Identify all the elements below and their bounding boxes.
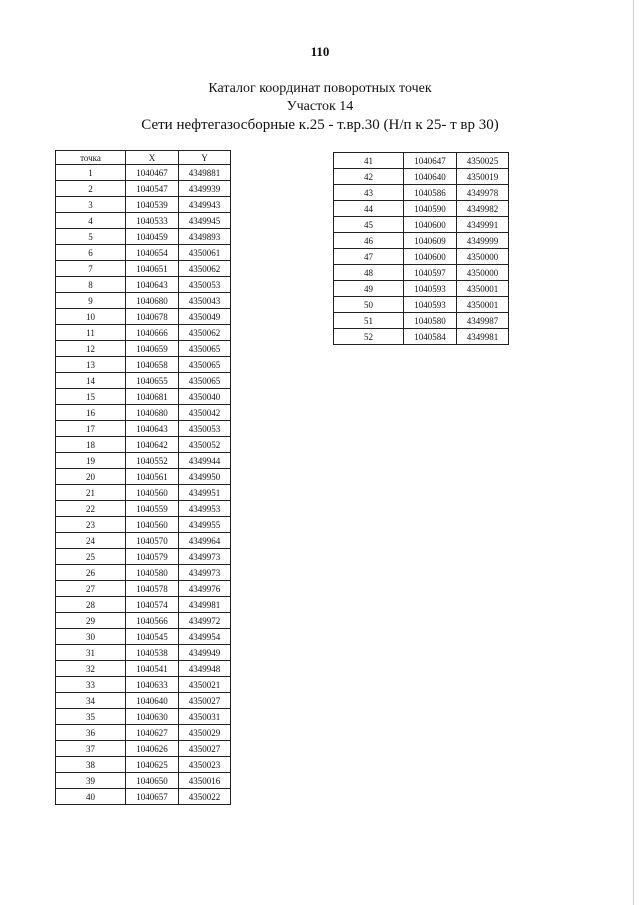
cell-x: 1040600 (404, 217, 457, 233)
catalog-title (60, 80, 580, 134)
table-row (56, 261, 231, 277)
table-row (334, 233, 509, 249)
cell-y: 4350019 (457, 169, 509, 185)
cell-y: 4349954 (179, 629, 231, 645)
cell-x: 1040552 (126, 453, 179, 469)
cell-y: 4350065 (179, 341, 231, 357)
cell-y: 4349991 (457, 217, 509, 233)
cell-point: 47 (334, 249, 404, 265)
cell-x: 1040566 (126, 613, 179, 629)
header-point: точка (56, 151, 126, 165)
cell-point: 31 (56, 645, 126, 661)
cell-x: 1040630 (126, 709, 179, 725)
table-row (56, 757, 231, 773)
table-row (56, 581, 231, 597)
cell-y: 4349981 (179, 597, 231, 613)
cell-x: 1040651 (126, 261, 179, 277)
cell-point: 12 (56, 341, 126, 357)
title-line-1: Каталог координат поворотных точек (208, 81, 432, 96)
cell-y: 4349939 (179, 181, 231, 197)
cell-y: 4350000 (457, 249, 509, 265)
cell-x: 1040650 (126, 773, 179, 789)
table-row (56, 517, 231, 533)
cell-point: 15 (56, 389, 126, 405)
table-row (334, 153, 509, 169)
cell-point: 7 (56, 261, 126, 277)
cell-x: 1040680 (126, 293, 179, 309)
table-row (56, 357, 231, 373)
cell-point: 26 (56, 565, 126, 581)
cell-y: 4349981 (457, 329, 509, 345)
table-body-right (334, 153, 509, 345)
table-row (56, 453, 231, 469)
table-row (334, 329, 509, 345)
cell-point: 41 (334, 153, 404, 169)
table-row (334, 281, 509, 297)
cell-point: 52 (334, 329, 404, 345)
cell-x: 1040580 (126, 565, 179, 581)
cell-y: 4350052 (179, 437, 231, 453)
cell-x: 1040625 (126, 757, 179, 773)
table-row (334, 217, 509, 233)
table-row (56, 293, 231, 309)
cell-point: 13 (56, 357, 126, 373)
cell-x: 1040574 (126, 597, 179, 613)
cell-point: 16 (56, 405, 126, 421)
cell-point: 34 (56, 693, 126, 709)
cell-y: 4349982 (457, 201, 509, 217)
cell-y: 4350001 (457, 281, 509, 297)
cell-x: 1040657 (126, 789, 179, 805)
cell-point: 44 (334, 201, 404, 217)
cell-x: 1040666 (126, 325, 179, 341)
cell-x: 1040626 (126, 741, 179, 757)
cell-point: 45 (334, 217, 404, 233)
cell-y: 4350043 (179, 293, 231, 309)
cell-y: 4349944 (179, 453, 231, 469)
cell-x: 1040580 (404, 313, 457, 329)
cell-y: 4349953 (179, 501, 231, 517)
cell-x: 1040640 (126, 693, 179, 709)
cell-x: 1040584 (404, 329, 457, 345)
table-row (56, 677, 231, 693)
cell-x: 1040586 (404, 185, 457, 201)
cell-point: 4 (56, 213, 126, 229)
table-row (56, 405, 231, 421)
table-row (56, 437, 231, 453)
cell-point: 37 (56, 741, 126, 757)
table-row (56, 533, 231, 549)
table-row (56, 197, 231, 213)
cell-y: 4350053 (179, 277, 231, 293)
cell-y: 4350049 (179, 309, 231, 325)
coordinates-table-left (55, 150, 231, 805)
cell-point: 11 (56, 325, 126, 341)
cell-point: 18 (56, 437, 126, 453)
table-row (56, 469, 231, 485)
table-row (334, 201, 509, 217)
cell-y: 4349987 (457, 313, 509, 329)
table-row (56, 661, 231, 677)
cell-point: 28 (56, 597, 126, 613)
table-row (56, 501, 231, 517)
cell-x: 1040547 (126, 181, 179, 197)
cell-point: 35 (56, 709, 126, 725)
cell-y: 4349955 (179, 517, 231, 533)
cell-y: 4349945 (179, 213, 231, 229)
cell-y: 4350027 (179, 693, 231, 709)
table-row (56, 549, 231, 565)
table-row (56, 245, 231, 261)
table-row (56, 693, 231, 709)
cell-x: 1040597 (404, 265, 457, 281)
table-row (56, 373, 231, 389)
cell-point: 20 (56, 469, 126, 485)
cell-x: 1040467 (126, 165, 179, 181)
cell-point: 36 (56, 725, 126, 741)
cell-point: 3 (56, 197, 126, 213)
cell-y: 4349948 (179, 661, 231, 677)
table-row (56, 229, 231, 245)
cell-point: 17 (56, 421, 126, 437)
cell-x: 1040559 (126, 501, 179, 517)
cell-x: 1040680 (126, 405, 179, 421)
cell-x: 1040633 (126, 677, 179, 693)
cell-x: 1040600 (404, 249, 457, 265)
cell-x: 1040658 (126, 357, 179, 373)
table-row (334, 313, 509, 329)
table-row (334, 185, 509, 201)
cell-point: 30 (56, 629, 126, 645)
table-row (334, 265, 509, 281)
cell-y: 4349999 (457, 233, 509, 249)
cell-x: 1040643 (126, 277, 179, 293)
cell-x: 1040560 (126, 485, 179, 501)
cell-point: 21 (56, 485, 126, 501)
table-row (56, 165, 231, 181)
cell-y: 4350000 (457, 265, 509, 281)
table-row (56, 181, 231, 197)
cell-x: 1040642 (126, 437, 179, 453)
cell-y: 4350029 (179, 725, 231, 741)
cell-y: 4350042 (179, 405, 231, 421)
cell-point: 42 (334, 169, 404, 185)
cell-y: 4349973 (179, 565, 231, 581)
cell-y: 4350016 (179, 773, 231, 789)
cell-point: 33 (56, 677, 126, 693)
cell-point: 22 (56, 501, 126, 517)
title-line-2: Участок 14 (286, 99, 354, 114)
cell-y: 4349943 (179, 197, 231, 213)
cell-x: 1040538 (126, 645, 179, 661)
table-row (56, 341, 231, 357)
table-row (56, 629, 231, 645)
cell-y: 4349964 (179, 533, 231, 549)
table-row (56, 325, 231, 341)
cell-point: 10 (56, 309, 126, 325)
cell-x: 1040609 (404, 233, 457, 249)
cell-x: 1040640 (404, 169, 457, 185)
cell-y: 4350027 (179, 741, 231, 757)
cell-x: 1040647 (404, 153, 457, 169)
cell-point: 19 (56, 453, 126, 469)
cell-x: 1040539 (126, 197, 179, 213)
header-x: X (126, 151, 179, 165)
cell-x: 1040655 (126, 373, 179, 389)
cell-point: 23 (56, 517, 126, 533)
cell-y: 4349973 (179, 549, 231, 565)
scan-edge-line (633, 0, 634, 905)
cell-x: 1040681 (126, 389, 179, 405)
table-row (56, 725, 231, 741)
cell-x: 1040643 (126, 421, 179, 437)
cell-x: 1040627 (126, 725, 179, 741)
table-row (56, 565, 231, 581)
cell-point: 43 (334, 185, 404, 201)
cell-y: 4349881 (179, 165, 231, 181)
table-row (56, 709, 231, 725)
table-body-left (56, 165, 231, 805)
cell-y: 4350062 (179, 325, 231, 341)
cell-y: 4350023 (179, 757, 231, 773)
cell-point: 1 (56, 165, 126, 181)
cell-point: 51 (334, 313, 404, 329)
cell-y: 4350061 (179, 245, 231, 261)
cell-y: 4349951 (179, 485, 231, 501)
cell-y: 4350021 (179, 677, 231, 693)
cell-x: 1040459 (126, 229, 179, 245)
cell-point: 50 (334, 297, 404, 313)
table-row (56, 309, 231, 325)
table-row (56, 277, 231, 293)
cell-x: 1040541 (126, 661, 179, 677)
table-row (56, 213, 231, 229)
cell-x: 1040545 (126, 629, 179, 645)
cell-y: 4350040 (179, 389, 231, 405)
cell-x: 1040593 (404, 281, 457, 297)
table-row (56, 789, 231, 805)
cell-x: 1040570 (126, 533, 179, 549)
cell-point: 27 (56, 581, 126, 597)
cell-point: 39 (56, 773, 126, 789)
table-row (334, 297, 509, 313)
cell-point: 6 (56, 245, 126, 261)
cell-y: 4350001 (457, 297, 509, 313)
cell-y: 4350022 (179, 789, 231, 805)
table-row (56, 421, 231, 437)
cell-y: 4350065 (179, 373, 231, 389)
cell-point: 38 (56, 757, 126, 773)
cell-y: 4349893 (179, 229, 231, 245)
cell-x: 1040561 (126, 469, 179, 485)
cell-y: 4350053 (179, 421, 231, 437)
cell-y: 4350062 (179, 261, 231, 277)
cell-x: 1040654 (126, 245, 179, 261)
cell-y: 4349976 (179, 581, 231, 597)
cell-y: 4350065 (179, 357, 231, 373)
title-line-3: Сети нефтегазосборные к.25 - т.вр.30 (Н/п к 25- т вр 30) (141, 117, 499, 133)
table-row (56, 485, 231, 501)
cell-x: 1040593 (404, 297, 457, 313)
table-header-row (56, 151, 231, 165)
cell-point: 49 (334, 281, 404, 297)
cell-point: 48 (334, 265, 404, 281)
table-row (56, 645, 231, 661)
cell-point: 5 (56, 229, 126, 245)
cell-x: 1040678 (126, 309, 179, 325)
table-row (334, 249, 509, 265)
table-row (56, 597, 231, 613)
cell-y: 4349949 (179, 645, 231, 661)
cell-x: 1040533 (126, 213, 179, 229)
cell-point: 8 (56, 277, 126, 293)
cell-y: 4349950 (179, 469, 231, 485)
cell-y: 4350025 (457, 153, 509, 169)
cell-y: 4349972 (179, 613, 231, 629)
table-row (56, 613, 231, 629)
cell-x: 1040659 (126, 341, 179, 357)
coordinates-table-right (333, 152, 509, 345)
cell-x: 1040578 (126, 581, 179, 597)
cell-point: 2 (56, 181, 126, 197)
page-number: 110 (310, 44, 330, 59)
cell-y: 4350031 (179, 709, 231, 725)
cell-x: 1040590 (404, 201, 457, 217)
cell-x: 1040560 (126, 517, 179, 533)
cell-point: 9 (56, 293, 126, 309)
cell-y: 4349978 (457, 185, 509, 201)
cell-point: 32 (56, 661, 126, 677)
cell-x: 1040579 (126, 549, 179, 565)
header-y: Y (179, 151, 231, 165)
cell-point: 40 (56, 789, 126, 805)
cell-point: 29 (56, 613, 126, 629)
table-row (334, 169, 509, 185)
table-row (56, 773, 231, 789)
cell-point: 14 (56, 373, 126, 389)
cell-point: 25 (56, 549, 126, 565)
table-row (56, 389, 231, 405)
cell-point: 24 (56, 533, 126, 549)
table-row (56, 741, 231, 757)
cell-point: 46 (334, 233, 404, 249)
